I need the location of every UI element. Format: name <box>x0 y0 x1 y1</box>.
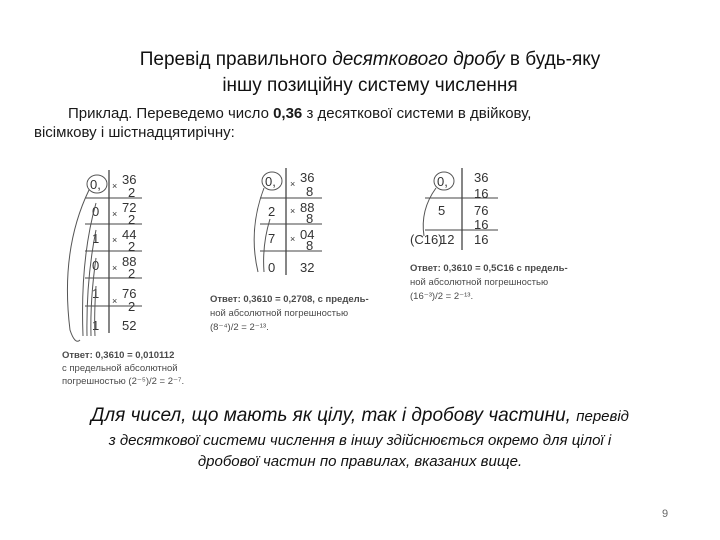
hex-value: 36 <box>474 170 489 185</box>
title-text: Перевід правильного <box>139 49 333 70</box>
binary-value: 76 <box>122 286 137 301</box>
hex-answer-line-1: Ответ: 0,3610 = 0,5C16 с предель- <box>410 263 568 274</box>
title-line-2: іншу позиційну систему числення <box>222 75 518 96</box>
intro-text: Приклад. Переведемо число <box>68 105 274 122</box>
binary-multiplier: 2 <box>128 185 136 200</box>
binary-times: × <box>112 235 118 245</box>
conclusion-paragraph <box>26 403 694 472</box>
hex-answer-line-3: (16⁻³)/2 = 2⁻¹³. <box>410 291 474 302</box>
octal-answer-line-1: Ответ: 0,3610 = 0,2708, с предель- <box>210 294 369 305</box>
binary-times: × <box>112 263 118 273</box>
octal-multiplier: 8 <box>306 184 314 199</box>
hex-digit: 12 <box>440 232 455 247</box>
binary-zero: 0, <box>90 177 101 192</box>
octal-conversion-table <box>210 168 369 333</box>
binary-answer-line-2: с предельной абсолютной <box>62 363 178 374</box>
octal-value: 04 <box>300 227 315 242</box>
binary-multiplier: 2 <box>128 266 136 281</box>
binary-multiplier: 2 <box>128 212 136 227</box>
binary-digit: 0 <box>92 258 100 273</box>
octal-answer-line-2: ной абсолютной погрешностью <box>210 308 349 319</box>
conclusion-text: Для чисел, що мають як цілу, так і дробову частини, <box>91 405 577 426</box>
octal-answer-line-3: (8⁻⁴)/2 = 2⁻¹³. <box>210 322 269 333</box>
octal-digit: 0 <box>268 260 276 275</box>
binary-multiplier: 2 <box>128 299 136 314</box>
hex-multiplier: 16 <box>474 217 489 232</box>
binary-digit: 1 <box>92 318 100 333</box>
hex-value: 76 <box>474 203 489 218</box>
binary-answer-line-3: погрешностью (2⁻⁵)/2 = 2⁻⁷. <box>62 376 185 387</box>
page-number: 9 <box>662 508 669 520</box>
conclusion-line-3: дробової частин по правилах, вказаних вище. <box>197 453 523 470</box>
hex-zero: 0, <box>437 174 448 189</box>
hex-multiplier: 16 <box>474 186 489 201</box>
conclusion-line-2: з десяткової системи числення в іншу здійснюється окремо для цілої і <box>108 432 612 449</box>
hex-answer-line-2: ной абсолютной погрешностью <box>410 277 549 288</box>
hex-arrow <box>423 188 436 236</box>
octal-value: 88 <box>300 200 315 215</box>
binary-arrow <box>67 190 89 341</box>
intro-text-end: з десяткової системи в двійкову, <box>302 105 532 122</box>
binary-value: 52 <box>122 318 137 333</box>
title-text-end: в будь-яку <box>504 49 601 70</box>
binary-value: 36 <box>122 172 137 187</box>
binary-value: 88 <box>122 254 137 269</box>
intro-number: 0,36 <box>273 105 303 122</box>
octal-times: × <box>290 234 296 244</box>
binary-times: × <box>112 209 118 219</box>
conclusion-line-1 <box>26 403 694 430</box>
binary-digit: 0 <box>92 204 100 219</box>
octal-multiplier: 8 <box>306 211 314 226</box>
octal-digit: 2 <box>268 204 276 219</box>
hex-conversion-table <box>410 168 568 302</box>
intro-line-2: вісімкову і шістнадцятирічну: <box>34 124 235 141</box>
binary-times: × <box>112 181 118 191</box>
hex-c-label: (C16) <box>410 232 443 247</box>
octal-zero: 0, <box>265 174 276 189</box>
octal-value: 36 <box>300 170 315 185</box>
binary-times: × <box>112 296 118 306</box>
octal-value: 32 <box>300 260 315 275</box>
binary-answer-line-1: Ответ: 0,3610 = 0,010112 <box>62 350 175 361</box>
binary-digit: 1 <box>92 286 100 301</box>
title-italic-text: десяткового дробу <box>332 49 505 70</box>
octal-multiplier: 8 <box>306 238 314 253</box>
octal-digit: 7 <box>268 231 276 246</box>
binary-value: 44 <box>122 227 137 242</box>
hex-digit: 5 <box>438 203 446 218</box>
binary-value: 72 <box>122 200 137 215</box>
binary-multiplier: 2 <box>128 239 136 254</box>
octal-arrow <box>254 188 264 272</box>
conclusion-text-small: перевід <box>576 408 629 425</box>
binary-digit: 1 <box>92 231 100 246</box>
octal-times: × <box>290 179 296 189</box>
binary-conversion-table <box>62 170 184 387</box>
hex-value: 16 <box>474 232 489 247</box>
octal-times: × <box>290 206 296 216</box>
